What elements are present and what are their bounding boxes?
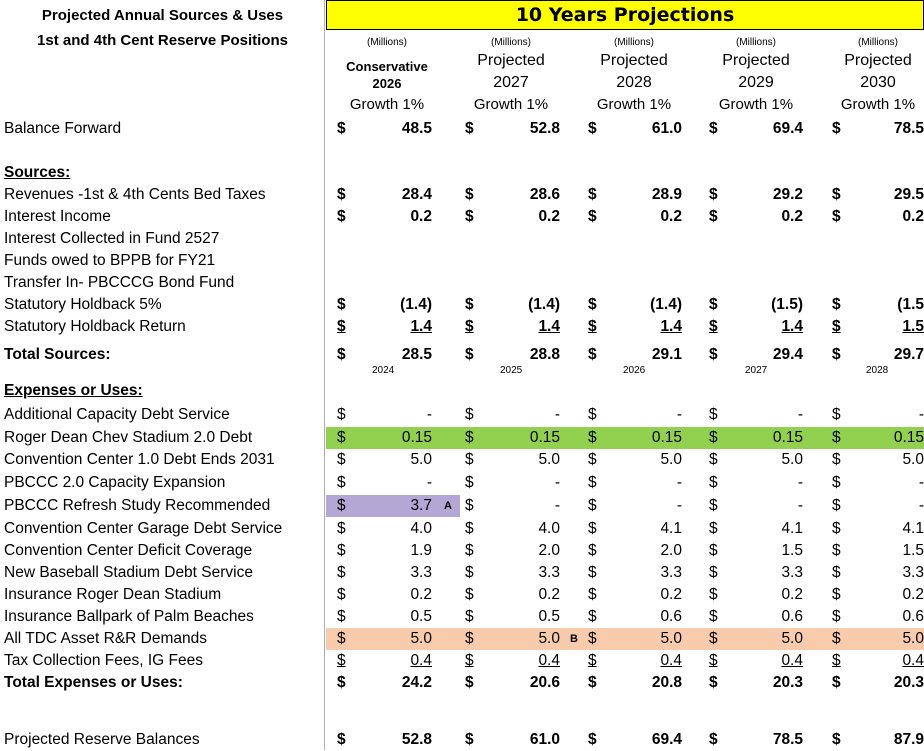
dollar-sign: $: [465, 296, 474, 313]
table-row: [0, 518, 924, 540]
cell-value: 5.0: [660, 451, 682, 468]
cell-value: 0.6: [660, 608, 682, 625]
table-row: [0, 628, 924, 650]
cell-value: 29.7: [893, 346, 924, 363]
cell-value: 5.0: [781, 451, 803, 468]
dollar-sign: $: [709, 406, 718, 423]
cell-value: -: [676, 497, 682, 514]
dollar-sign: $: [832, 731, 841, 748]
cell-value: 61.0: [651, 120, 682, 137]
dollar-sign: $: [832, 318, 841, 335]
dollar-sign: $: [337, 652, 346, 669]
dollar-sign: $: [832, 586, 841, 603]
cell-value: 4.0: [538, 520, 560, 537]
cell-value: 3.3: [538, 564, 560, 581]
dollar-sign: $: [832, 564, 841, 581]
cell-value: 0.6: [902, 608, 924, 625]
cell-value: 3.3: [660, 564, 682, 581]
dollar-sign: $: [709, 474, 718, 491]
cell-value: 29.2: [772, 186, 803, 203]
dollar-sign: $: [709, 520, 718, 537]
cell-value: 0.2: [538, 208, 560, 225]
cell-value: 1.5: [902, 318, 924, 335]
cell-value: 69.4: [772, 120, 803, 137]
cell-value: -: [426, 474, 432, 491]
row-label: Total Sources:: [4, 346, 111, 363]
cell-value: 87.9: [893, 731, 924, 748]
cell-value: 28.8: [529, 346, 560, 363]
table-row: [0, 472, 924, 494]
cell-value: 4.1: [781, 520, 803, 537]
dollar-sign: $: [337, 674, 346, 691]
row-label: Convention Center 1.0 Debt Ends 2031: [4, 451, 275, 468]
table-row: [0, 495, 924, 517]
cell-value: 20.3: [893, 674, 924, 691]
table-row: [0, 380, 924, 402]
cell-value: (1.5): [771, 296, 803, 313]
dollar-sign: $: [337, 208, 346, 225]
row-label: Expenses or Uses:: [4, 382, 143, 399]
cell-value: 29.5: [893, 186, 924, 203]
cell-value: 0.4: [538, 652, 560, 669]
row-label: All TDC Asset R&R Demands: [4, 630, 207, 647]
cell-value: 3.7: [410, 497, 432, 514]
dollar-sign: $: [709, 318, 718, 335]
cell-value: 24.2: [401, 674, 432, 691]
table-row: [0, 672, 924, 694]
dollar-sign: $: [337, 429, 346, 446]
dollar-sign: $: [588, 451, 597, 468]
cell-value: 28.6: [529, 186, 560, 203]
dollar-sign: $: [832, 429, 841, 446]
cell-value: 3.3: [781, 564, 803, 581]
report-title: [0, 0, 325, 118]
dollar-sign: $: [709, 429, 718, 446]
dollar-sign: $: [588, 120, 597, 137]
dollar-sign: $: [588, 186, 597, 203]
cell-value: 0.6: [781, 608, 803, 625]
dollar-sign: $: [709, 630, 718, 647]
row-label: Transfer In- PBCCCG Bond Fund: [4, 274, 235, 291]
dollar-sign: $: [337, 346, 346, 363]
dollar-sign: $: [465, 451, 474, 468]
cell-value: 0.2: [902, 208, 924, 225]
cell-value: 0.4: [781, 652, 803, 669]
table-row: [0, 562, 924, 584]
cell-value: 1.4: [781, 318, 803, 335]
cell-value: 0.4: [410, 652, 432, 669]
column-header: [695, 0, 817, 118]
cell-value: 1.5: [781, 542, 803, 559]
row-label: Statutory Holdback Return: [4, 318, 186, 335]
table-row: [0, 449, 924, 471]
dollar-sign: $: [588, 564, 597, 581]
row-label: Insurance Roger Dean Stadium: [4, 586, 222, 603]
dollar-sign: $: [337, 451, 346, 468]
cell-value: 3.3: [902, 564, 924, 581]
table-row: [0, 272, 924, 294]
cell-value: 5.0: [902, 630, 924, 647]
cell-value: 0.4: [660, 652, 682, 669]
cell-value: 28.4: [401, 186, 432, 203]
dollar-sign: $: [337, 406, 346, 423]
column-header: [450, 0, 572, 118]
dollar-sign: $: [465, 652, 474, 669]
cell-value: (1.4): [528, 296, 560, 313]
dollar-sign: $: [709, 564, 718, 581]
units-label: (Millions): [367, 37, 407, 48]
dollar-sign: $: [709, 120, 718, 137]
cell-value: 0.4: [902, 652, 924, 669]
dollar-sign: $: [465, 318, 474, 335]
cell-value: 78.5: [772, 731, 803, 748]
table-row: [0, 294, 924, 316]
dollar-sign: $: [709, 608, 718, 625]
cell-value: 1.9: [410, 542, 432, 559]
cell-value: 0.15: [651, 429, 682, 446]
dollar-sign: $: [337, 186, 346, 203]
dollar-sign: $: [337, 564, 346, 581]
fiscal-year-label: 2029: [738, 74, 774, 91]
column-header: [573, 0, 695, 118]
cell-value: -: [554, 474, 560, 491]
cell-value: 0.2: [660, 586, 682, 603]
dollar-sign: $: [832, 346, 841, 363]
cell-value: -: [676, 406, 682, 423]
row-label: Sources:: [4, 164, 71, 181]
dollar-sign: $: [337, 586, 346, 603]
cell-value: 0.5: [410, 608, 432, 625]
dollar-sign: $: [337, 318, 346, 335]
cell-value: (1.4): [400, 296, 432, 313]
dollar-sign: $: [337, 120, 346, 137]
cell-value: (1.5: [897, 296, 924, 313]
growth-rate-label: Growth 1%: [473, 96, 549, 113]
dollar-sign: $: [337, 474, 346, 491]
dollar-sign: $: [337, 608, 346, 625]
cell-value: 5.0: [538, 451, 560, 468]
row-label: Insurance Ballpark of Palm Beaches: [4, 608, 254, 625]
dollar-sign: $: [832, 520, 841, 537]
scenario-label: Conservative: [346, 59, 428, 74]
dollar-sign: $: [832, 406, 841, 423]
table-row: [0, 584, 924, 606]
scenario-label: Projected: [722, 52, 790, 69]
dollar-sign: $: [465, 731, 474, 748]
cell-value: 0.2: [410, 208, 432, 225]
cell-value: 69.4: [651, 731, 682, 748]
dollar-sign: $: [588, 318, 597, 335]
dollar-sign: $: [588, 474, 597, 491]
note-marker: A: [444, 500, 452, 512]
dollar-sign: $: [337, 520, 346, 537]
cell-value: 20.6: [529, 674, 560, 691]
dollar-sign: $: [709, 296, 718, 313]
growth-rate-label: Growth 1%: [718, 96, 794, 113]
cell-value: 0.2: [538, 586, 560, 603]
table-row: [0, 118, 924, 140]
cell-value: 1.4: [410, 318, 432, 335]
projections-banner: 10 Years Projections: [326, 0, 924, 30]
cell-value: 61.0: [529, 731, 560, 748]
cell-value: 4.1: [902, 520, 924, 537]
cell-value: -: [426, 406, 432, 423]
dollar-sign: $: [588, 208, 597, 225]
dollar-sign: $: [709, 586, 718, 603]
dollar-sign: $: [709, 346, 718, 363]
units-label: (Millions): [614, 37, 654, 48]
dollar-sign: $: [465, 674, 474, 691]
table-row: [0, 606, 924, 628]
dollar-sign: $: [832, 186, 841, 203]
cell-value: 0.15: [529, 429, 560, 446]
dollar-sign: $: [709, 186, 718, 203]
dollar-sign: $: [465, 520, 474, 537]
dollar-sign: $: [465, 630, 474, 647]
cell-value: 5.0: [660, 630, 682, 647]
dollar-sign: $: [588, 429, 597, 446]
row-label: Tax Collection Fees, IG Fees: [4, 652, 203, 669]
table-row: [0, 540, 924, 562]
dollar-sign: $: [588, 296, 597, 313]
cell-value: -: [797, 474, 803, 491]
row-label: Interest Income: [4, 208, 111, 225]
table-row: [0, 206, 924, 228]
dollar-sign: $: [465, 120, 474, 137]
row-label: Funds owed to BPPB for FY21: [4, 252, 216, 269]
dollar-sign: $: [588, 520, 597, 537]
table-row: [0, 228, 924, 250]
dollar-sign: $: [832, 652, 841, 669]
growth-rate-label: Growth 1%: [840, 96, 916, 113]
dollar-sign: $: [337, 542, 346, 559]
cell-value: 0.2: [781, 586, 803, 603]
cell-value: 48.5: [401, 120, 432, 137]
dollar-sign: $: [465, 346, 474, 363]
row-label: Interest Collected in Fund 2527: [4, 230, 220, 247]
dollar-sign: $: [832, 296, 841, 313]
cell-value: -: [797, 497, 803, 514]
row-label: Roger Dean Chev Stadium 2.0 Debt: [4, 429, 253, 446]
dollar-sign: $: [588, 630, 597, 647]
dollar-sign: $: [709, 731, 718, 748]
year-sublabel: 2027: [745, 365, 768, 376]
dollar-sign: $: [588, 542, 597, 559]
note-marker: B: [570, 633, 578, 645]
dollar-sign: $: [588, 652, 597, 669]
dollar-sign: $: [337, 630, 346, 647]
cell-value: 5.0: [781, 630, 803, 647]
dollar-sign: $: [588, 608, 597, 625]
cell-value: 4.1: [660, 520, 682, 537]
units-label: (Millions): [736, 37, 776, 48]
dollar-sign: $: [832, 630, 841, 647]
dollar-sign: $: [709, 208, 718, 225]
cell-value: -: [554, 406, 560, 423]
dollar-sign: $: [588, 731, 597, 748]
cell-value: 28.9: [651, 186, 682, 203]
cell-value: 28.5: [401, 346, 432, 363]
dollar-sign: $: [465, 497, 474, 514]
cell-value: 0.5: [538, 608, 560, 625]
title-line-2: 1st and 4th Cent Reserve Positions: [37, 32, 288, 49]
units-label: (Millions): [491, 37, 531, 48]
row-label: Additional Capacity Debt Service: [4, 406, 230, 423]
row-label: Revenues -1st & 4th Cents Bed Taxes: [4, 186, 266, 203]
cell-value: 20.3: [772, 674, 803, 691]
row-label: PBCCC 2.0 Capacity Expansion: [4, 474, 226, 491]
title-line-1: Projected Annual Sources & Uses: [41, 7, 284, 24]
dollar-sign: $: [709, 497, 718, 514]
table-row: [0, 250, 924, 272]
dollar-sign: $: [832, 542, 841, 559]
dollar-sign: $: [337, 497, 346, 514]
year-sublabel: 2028: [866, 365, 889, 376]
dollar-sign: $: [832, 674, 841, 691]
cell-value: 0.2: [902, 586, 924, 603]
cell-value: 0.2: [781, 208, 803, 225]
table-row: [0, 404, 924, 426]
row-label: Balance Forward: [4, 120, 122, 137]
cell-value: 3.3: [410, 564, 432, 581]
scenario-label: Projected: [477, 52, 545, 69]
dollar-sign: $: [588, 346, 597, 363]
row-label: PBCCC Refresh Study Recommended: [4, 497, 271, 514]
scenario-label: Projected: [844, 52, 912, 69]
dollar-sign: $: [832, 208, 841, 225]
row-label: Convention Center Garage Debt Service: [4, 520, 283, 537]
cell-value: -: [797, 406, 803, 423]
dollar-sign: $: [832, 608, 841, 625]
dollar-sign: $: [588, 406, 597, 423]
cell-value: 20.8: [651, 674, 682, 691]
table-row: [0, 650, 924, 672]
dollar-sign: $: [709, 652, 718, 669]
cell-value: -: [918, 406, 924, 423]
dollar-sign: $: [465, 186, 474, 203]
fiscal-year-label: 2030: [860, 74, 896, 91]
cell-value: 0.15: [401, 429, 432, 446]
table-row: [0, 184, 924, 206]
dollar-sign: $: [588, 674, 597, 691]
cell-value: -: [554, 497, 560, 514]
dollar-sign: $: [588, 586, 597, 603]
dollar-sign: $: [337, 731, 346, 748]
cell-value: -: [918, 497, 924, 514]
dollar-sign: $: [709, 542, 718, 559]
growth-rate-label: Growth 1%: [349, 96, 425, 113]
cell-value: 78.5: [893, 120, 924, 137]
dollar-sign: $: [465, 564, 474, 581]
dollar-sign: $: [337, 296, 346, 313]
dollar-sign: $: [832, 451, 841, 468]
cell-value: 52.8: [401, 731, 432, 748]
cell-value: 5.0: [538, 630, 560, 647]
cell-value: 1.5: [902, 542, 924, 559]
cell-value: 5.0: [902, 451, 924, 468]
cell-value: -: [676, 474, 682, 491]
dollar-sign: $: [832, 474, 841, 491]
table-row: [0, 344, 924, 366]
year-sublabel: 2026: [623, 365, 646, 376]
row-label: Convention Center Deficit Coverage: [4, 542, 253, 559]
dollar-sign: $: [709, 674, 718, 691]
growth-rate-label: Growth 1%: [596, 96, 672, 113]
fiscal-year-label: 2027: [493, 74, 529, 91]
fiscal-year-label: 2026: [372, 76, 402, 91]
row-label: Projected Reserve Balances: [4, 731, 200, 748]
cell-value: 0.15: [893, 429, 924, 446]
dollar-sign: $: [588, 497, 597, 514]
cell-value: 0.2: [660, 208, 682, 225]
dollar-sign: $: [465, 586, 474, 603]
table-row: [0, 162, 924, 184]
row-label: New Baseball Stadium Debt Service: [4, 564, 253, 581]
cell-value: -: [918, 474, 924, 491]
row-label: Total Expenses or Uses:: [4, 674, 183, 691]
cell-value: 1.4: [538, 318, 560, 335]
cell-value: 29.4: [772, 346, 803, 363]
dollar-sign: $: [465, 208, 474, 225]
column-header: [326, 0, 448, 118]
cell-value: 52.8: [529, 120, 560, 137]
cell-value: 2.0: [660, 542, 682, 559]
cell-value: 1.4: [660, 318, 682, 335]
year-sublabel: 2024: [372, 365, 395, 376]
cell-value: 29.1: [651, 346, 682, 363]
cell-value: 2.0: [538, 542, 560, 559]
cell-value: 0.15: [772, 429, 803, 446]
dollar-sign: $: [832, 120, 841, 137]
row-label: Statutory Holdback 5%: [4, 296, 162, 313]
table-row: [0, 316, 924, 338]
dollar-sign: $: [465, 406, 474, 423]
units-label: (Millions): [858, 37, 898, 48]
dollar-sign: $: [832, 497, 841, 514]
dollar-sign: $: [709, 451, 718, 468]
year-sublabel: 2025: [500, 365, 523, 376]
column-header: [817, 0, 924, 118]
cell-value: (1.4): [650, 296, 682, 313]
dollar-sign: $: [465, 429, 474, 446]
dollar-sign: $: [465, 474, 474, 491]
dollar-sign: $: [465, 542, 474, 559]
cell-value: 4.0: [410, 520, 432, 537]
cell-value: 5.0: [410, 630, 432, 647]
cell-value: 0.2: [410, 586, 432, 603]
table-row: [0, 729, 924, 751]
scenario-label: Projected: [600, 52, 668, 69]
table-row: [0, 427, 924, 449]
fiscal-year-label: 2028: [616, 74, 652, 91]
cell-value: 5.0: [410, 451, 432, 468]
dollar-sign: $: [465, 608, 474, 625]
